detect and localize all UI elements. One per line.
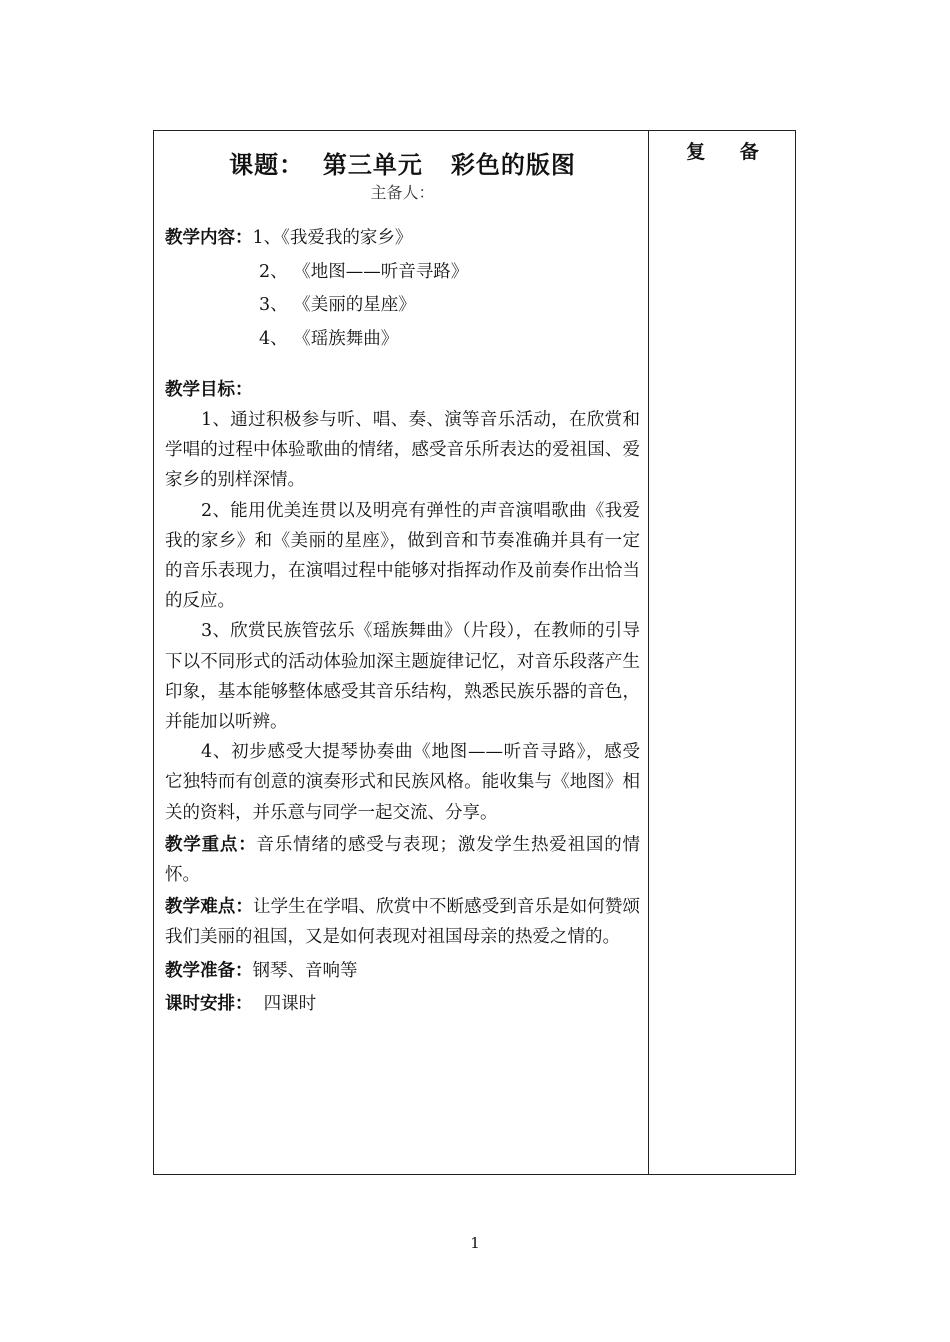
teaching-goal: 1、通过积极参与听、唱、奏、演等音乐活动，在欣赏和学唱的过程中体验歌曲的情绪，感受音乐所表达的爱祖国、爱家乡的别样深情。	[165, 410, 640, 491]
teaching-content-label: 教学内容：	[165, 228, 253, 248]
teaching-goals-label: 教学目标：	[165, 380, 253, 400]
review-column-header: 复 备	[686, 141, 773, 163]
key-points-section	[165, 830, 640, 890]
key-points-label: 教学重点：	[165, 834, 257, 855]
preparation-section	[165, 956, 640, 986]
difficulties-text: 让学生在学唱、欣赏中不断感受到音乐是如何赞颂我们美丽的祖国，又是如何表现对祖国母亲的热爱之情的。	[165, 897, 641, 948]
teaching-goal: 3、欣赏民族管弦乐《瑶族舞曲》（片段），在教师的引导下以不同形式的活动体验加深主题旋律记忆，对音乐段落产生印象，基本能够整体感受其音乐结构，熟悉民族乐器的音色，并能加以听辨。	[165, 621, 640, 733]
teaching-content-section	[165, 222, 640, 356]
schedule-text: 四课时	[252, 993, 317, 1014]
difficulties-section	[165, 892, 640, 952]
lesson-plan-main-cell	[165, 130, 640, 1019]
teaching-content-item: 1、《我爱我的家乡》	[252, 228, 413, 248]
schedule-label: 课时安排：	[165, 993, 253, 1014]
teaching-content-item: 3、 《美丽的星座》	[259, 295, 416, 315]
page-number: 1	[470, 1234, 480, 1252]
teaching-goal: 4、初步感受大提琴协奏曲《地图——听音寻路》，感受它独特而有创意的演奏形式和民族风格。能收集与《地图》相关的资料，并乐意与同学一起交流、分享。	[165, 742, 640, 823]
schedule-section	[165, 989, 640, 1019]
preparer-label: 主备人：	[370, 183, 435, 202]
preparation-text: 钢琴、音响等	[252, 960, 358, 981]
teaching-content-row-1	[165, 222, 640, 256]
difficulties-label: 教学难点：	[165, 897, 253, 918]
key-points-text: 音乐情绪的感受与表现；激发学生热爱祖国的情怀。	[165, 834, 640, 886]
teaching-content-item: 4、 《瑶族舞曲》	[259, 328, 399, 349]
preparation-label: 教学准备：	[165, 960, 253, 981]
teaching-content-item: 2、 《地图——听音寻路》	[259, 261, 469, 282]
column-divider	[648, 130, 649, 1175]
lesson-title: 课题： 第三单元 彩色的版图	[229, 150, 576, 179]
teaching-goal: 2、能用优美连贯以及明亮有弹性的声音演唱歌曲《我爱我的家乡》和《美丽的星座》，做到音和节奏准确并具有一定的音乐表现力，在演唱过程中能够对指挥动作及前奏作出恰当的反应。	[165, 500, 640, 612]
